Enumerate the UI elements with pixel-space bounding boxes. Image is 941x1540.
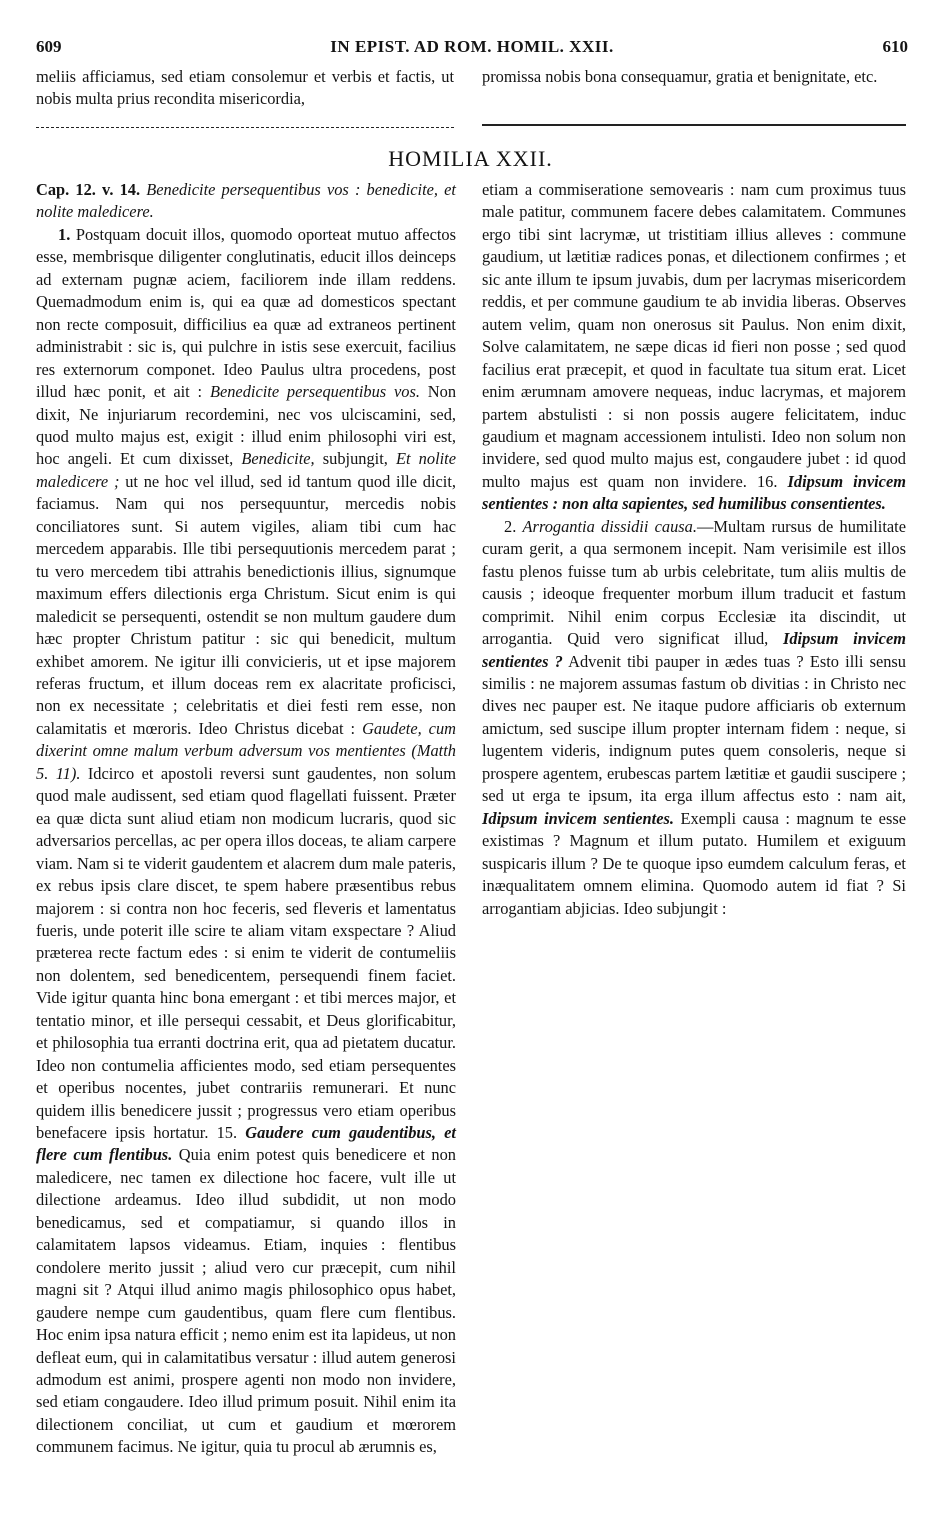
page-number-right: 610	[882, 37, 908, 56]
continued-paragraph-left: meliis afficiamus, sed etiam consolemur et verbis et factis, ut nobis multa prius recondita misericordia,	[36, 67, 454, 109]
text-column-left	[36, 179, 456, 1459]
continued-text-left	[36, 66, 454, 111]
scripture-quote: Idipsum invicem sentientes ?	[482, 629, 906, 671]
homily-title: HOMILIA XXII.	[388, 146, 553, 171]
continued-text-right	[482, 66, 900, 88]
chapter-reference: Cap. 12. v. 14.	[36, 180, 141, 199]
paragraph-2	[482, 516, 906, 920]
chapter-heading	[36, 179, 456, 224]
body-text: etiam a commiseratione semovearis : nam cum proximus tuus male patitur, communem facere debes calamitatem. Communes ergo tibi sint lacrymæ, ut tristitiam illius alleves : commune gaudium, ut lætitiæ radices ponas, et dilectionem confirmes ; et sic ante illum te ipsum juvabis, dum per lacrymas misericordem reddis, et per commune gaudium te ab invidia liberas. Observes autem velim, quam non onerosus sit Paulus. Non enim dixit, Solve calamitatem, ne sæpe dicas id fieri non posse ; sed quod facilius erat præcepit, et quod in facultate tua situm erat. Licet enim ærumnam amovere nequeas, induc lacrymas, et majorem partem abstulisti : si non possis augere felicitatem, induc gaudium et magnam accessionem intulisti. Ideo non solum non invidere, sed quod multo majus est, congaudere jubet : id quod multo majus est quam non invidere.	[482, 180, 906, 491]
chapter-verse: Benedicite persequentibus vos : benedicite, et nolite maledicere.	[36, 180, 456, 222]
body-text: Quia enim potest quis benedicere et non maledicere, nec tamen ex dilectione hoc facere, vult ille ut dilectione ardeamus. Ideo illud subdidit, ut non modo benedicamus, sed et compatiamur, si quando illos in calamitatem lapsos videamus. Etiam, inquies : flentibus condolere merito jussit ; aliud vero cur præcepit, cum nihil magni sit ? Atqui illud animo magis philosophico opus habet, gaudere nempe cum gaudentibus, quam flere cum flentibus. Hoc enim ipsa natura efficit ; nemo enim est ita lapideus, ut non defleat eum, qui in calamitatibus versatur : illud autem generosi admodum est animi, prospere agenti non modo non invidere, sed etiam congaudere. Ideo illud primum posuit. Nihil enim ita dilectionem conciliat, ut cum et gaudium et mœrorem communem facimus. Ne igitur, quia tu procul ab ærumnis es,	[36, 1145, 456, 1457]
section-divider-right	[482, 124, 906, 126]
scripture-quote: Benedicite persequentibus vos.	[209, 382, 420, 402]
body-text: Advenit tibi pauper in ædes tuas ? Esto illi sensu similis : ne majorem assumas fastum ob divitias : in Christo nec dives nec pauper est. Ne itaque pudore afficiaris ob externum amictum, sed suscipe illum propter internam fidem : neque, si lugentem videris, indignum putes quem consoleris, neque si prospere agentem, erubescas partem lætitiæ et gaudii suscipere ; sed ut erga te ipsum, ita erga illum affectus esto : nam ait,	[482, 651, 906, 806]
body-text: ut ne hoc vel illud, sed id tantum quod ille dicit, faciamus. Nam qui nos persequuntur, mercedis nobis conciliatores sunt. Si autem vigiles, aliam tibi cum hac mercedem apparabis. Ille tibi persequutionis mercedem parat ; tu vero mercedem tibi attrahis benedictionis illius, signumque maximum effers dilectionis erga Christum. Sicut enim is qui maledicit se persequenti, ostendit se non multum gaudere dum hæc propter Christum patitur : sic qui benedicit, multum exhibet amorem. Ne igitur illi convicieris, ut et ipse majorem referas fructum, et illum doceas rem ex alacritate proficisci, non ex necessitate ; celebritatis et diei festi rem esse, non calamitatis et mœroris. Ideo Christus dicebat :	[36, 471, 456, 738]
scripture-quote: Gaudere cum gaudentibus, et flere cum flentibus.	[36, 1123, 456, 1165]
scripture-citation: (Matth 5. 11).	[36, 741, 456, 783]
running-title: IN EPIST. AD ROM. HOMIL. XXII.	[330, 37, 614, 56]
verse-number: 16.	[756, 471, 778, 491]
section-heading: Arrogantia dissidii causa.	[522, 516, 697, 536]
text-column-right	[482, 179, 906, 920]
continued-paragraph-right: promissa nobis bona consequamur, gratia et benignitate, etc.	[482, 67, 878, 86]
body-text: subjungit,	[322, 449, 388, 469]
verse-number: 15.	[216, 1123, 238, 1143]
body-text: —Multam rursus de humilitate curam gerit, a qua sermonem incepit. Nam verisimile est illos fastu plenos fuisse tum ab urbis celebritate, tum aliis multis de causis ; ideoque frequenter morbum illum traducit et fastum comprimit. Nihil enim corpus Ecclesiæ ita discindit, ut arrogantia. Quid vero significat illud,	[482, 516, 906, 649]
scripture-quote: Gaudete, cum dixerint omne malum verbum adversum vos mentientes	[36, 718, 456, 761]
paragraph-number: 2.	[504, 516, 517, 536]
scripture-quote: Et nolite maledicere ;	[36, 449, 457, 491]
running-header	[36, 37, 908, 59]
body-text: Postquam docuit illos, quomodo oporteat mutuo affectos esse, membrisque diligenter conglutinatis, educit illos deinceps ad externam pugnæ aciem, faciliorem inde illam reddens. Quemadmodum enim is, qui ea quæ ad domesticos spectant non recte composuit, difficilius ea quæ ad extraneos pertinent administrabit : sic is, qui pulchre in istis sese exercuit, facilius res externorum componet. Ideo Paulus ultra procedens, post illud hæc ponit, et ait :	[36, 224, 456, 402]
scripture-quote: Benedicite,	[241, 449, 315, 469]
body-text: Non dixit, Ne injuriarum recordemini, nec vos ulciscamini, sed, quod multo majus est, exigit : illud enim philosophi viri est, hoc angeli. Et cum dixisset,	[36, 382, 457, 469]
body-text: Exempli causa : magnum te esse existimas ? Magnum et illum putato. Humilem et exiguum suspicaris illum ? De te quoque ipso eumdem calculum feras, et inæqualitatem omnem elimina. Quomodo autem id fiat ? Si arrogantiam abjicias. Ideo subjungit :	[482, 808, 906, 918]
scripture-quote: Idipsum invicem sentientes : non alta sapientes, sed humilibus consentientes.	[482, 471, 906, 514]
section-divider-left	[36, 127, 454, 128]
body-text: Idcirco et apostoli reversi sunt gaudentes, non solum quod male audissent, sed etiam quod flagellati fuissent. Præter ea quæ dicta sunt aliud etiam non modicum lucraris, quod sic adversarios percellas, ac per opera illos doceas, te aliam carpere viam. Nam si te viderit gaudentem et alacrem dum male pateris, ex rebus ipsis clare discet, te spem habere præsentibus rebus majorem : si contra non hoc feceris, sed fleveris et lamentatus fueris, unde poterit ille scire te aliam vitam exspectare ? Aliud præterea recte factum edes : si enim te viderit de contumeliis non dolentem, sed benedicentem, persequendi finem faciet. Vide igitur quanta hinc bona emergant : et tibi merces major, et tentatio minor, et ille persequi cessabit, et Deus glorificabitur, et philosophia tua erranti doctrina erit, qua ad pietatem ducatur. Ideo non contumelia afficientes modo, sed etiam persequentes et operibus nocentes, jubet contrariis remunerari. Et nunc quidem illis benedicere jussit ; progressus vero etiam operibus benefacere ipsis hortatur.	[36, 763, 456, 1143]
paragraph-1	[36, 224, 456, 1459]
scripture-quote: Idipsum invicem sentientes.	[482, 808, 674, 828]
paragraph-number: 1.	[58, 224, 71, 244]
page-number-left: 609	[36, 37, 62, 56]
paragraph-1-continued	[482, 179, 906, 516]
